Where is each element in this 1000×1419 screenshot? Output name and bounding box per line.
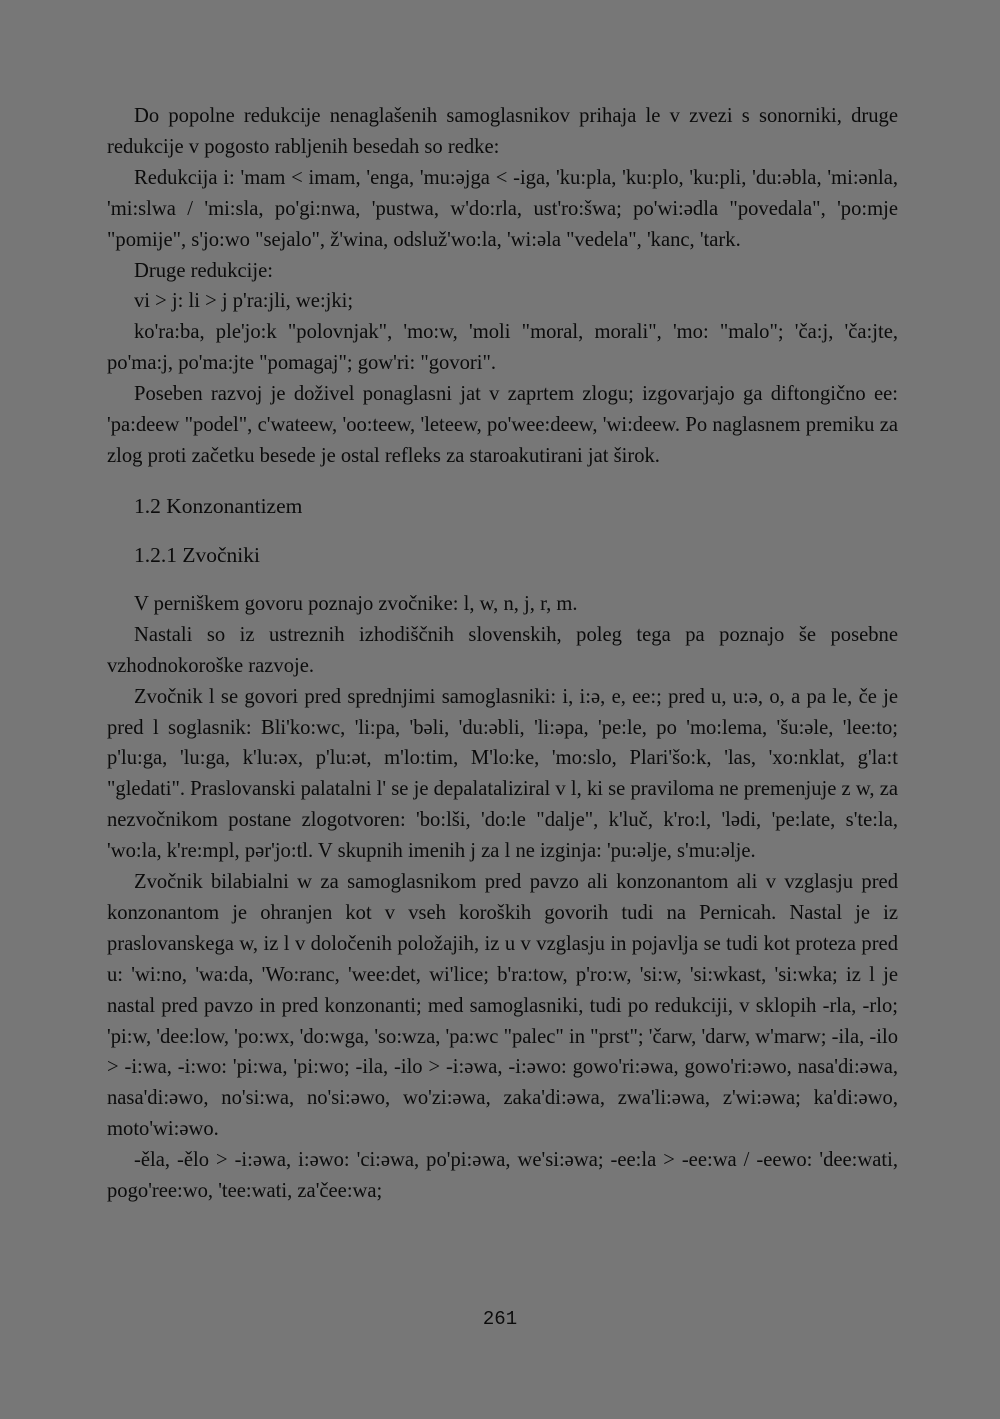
- paragraph-sonorant-l: Zvočnik l se govori pred sprednjimi samoglasniki: i, i:ə, e, ee:; pred u, u:ə, o, a pa le, če je pred l soglasnik: Bli'ko:wc, 'li:pa, 'bəli, 'du:əbli, 'li:əpa, 'pe:le, po 'mo:lema, 'šu:əle, 'lee:to; p'lu:ga, 'lu:ga, k'lu:əx, p'lu:ət, m'lo:tim, M'lo:ke, 'mo:slo, Plari'šo:k, 'las, 'xo:nklat, g'la:t "gledati". Praslovanski palatalni l' se je depalataliziral v l, ki se praviloma ne premenjuje z w, za nezvočnikom postane zlogotvoren: 'bo:lši, 'do:le "dalje", k'luč, k'ro:l, 'lədi, 'pe:late, s'te:la, 'wo:la, k're:mpl, pər'jo:tl. V skupnih imenih j za l ne izginja: 'pu:əlje, s'mu:əlje.: [107, 685, 898, 863]
- paragraph-origin: Nastali so iz ustreznih izhodiščnih slovenskih, poleg tega pa poznajo še posebne vzhodnokoroške razvoje.: [107, 623, 898, 677]
- paragraph-sonorant-w: Zvočnik bilabialni w za samoglasnikom pred pavzo ali konzonantom ali v vzglasju pred konzonantom je ohranjen kot v vseh koroških govorih tudi na Pernicah. Nastal je iz praslovanskega w, iz l v določenih položajih, iz u v vzglasju in pojavlja se tudi kot proteza pred u: 'wi:no, 'wa:da, 'Wo:ranc, 'wee:det, wi'lice; b'ra:tow, p'ro:w, 'si:w, 'si:wkast, 'si:wka; iz l je nastal pred pavzo in pred konzonanti; med samoglasniki, tudi po redukciji, v sklopih -rla, -rlo; 'pi:w, 'dee:low, 'po:wx, 'do:wga, 'so:wza, 'pa:wc "palec" in "prst"; 'čarw, 'darw, w'marw; -ila, -ilo > -i:wa, -i:wo: 'pi:wa, 'pi:wo; -ila, -ilo > -i:əwa, -i:əwo: gowo'ri:əwa, gowo'ri:əwo, nasa'di:əwa, nasa'di:əwo, no'si:wa, no'si:əwo, wo'zi:əwa, zaka'di:əwa, zwa'li:əwa, z'wi:əwa; ka'di:əwo, moto'wi:əwo.: [107, 871, 898, 1141]
- paragraph-jat: Poseben razvoj je doživel ponaglasni jat v zaprtem zlogu; izgovarjajo ga diftongično ee: 'pa:deew "podel", c'wateew, 'oo:teew, 'leteew, po'wee:deew, 'wi:deew. Po naglasnem premiku za zlog proti začetku besede je ostal refleks za staroakutirani jat širok.: [107, 383, 898, 467]
- paragraph-vi-li: vi > j: li > j p'ra:jli, we:jki;: [134, 290, 354, 313]
- paragraph-intro: Do popolne redukcije nenaglašenih samoglasnikov prihaja le v zvezi s sonorniki, druge redukcije v pogosto rabljenih besedah so redke:: [107, 105, 898, 158]
- paragraph-sonorants-list: V perniškem govoru poznajo zvočnike: l, w, n, j, r, m.: [134, 592, 578, 615]
- section-heading-zvocniki: 1.2.1 Zvočniki: [134, 542, 260, 567]
- paragraph-ela-elo: -ěla, -ělo > -i:əwa, i:əwo: 'ci:əwa, po'pi:əwa, we'si:əwa; -ee:la > -ee:wa / -eewo: 'dee:wati, pogo'ree:wo, 'tee:wati, za'čee:wa;: [107, 1149, 898, 1203]
- paragraph-examples: ko'ra:ba, ple'jo:k "polovnjak", 'mo:w, 'moli "moral, morali", 'mo: "malo"; 'ča:j, 'ča:jte, po'ma:j, po'ma:jte "pomagaj"; gow'ri: "govori".: [107, 321, 898, 375]
- section-heading-konzonantizem: 1.2 Konzonantizem: [134, 493, 303, 518]
- paragraph-other-reductions: Druge redukcije:: [134, 259, 273, 282]
- paragraph-reduction-i: Redukcija i: 'mam < imam, 'enga, 'mu:əjga < -iga, 'ku:pla, 'ku:plo, 'ku:pli, 'du:əbla, 'mi:ənla, 'mi:slwa / 'mi:sla, po'gi:nwa, 'pustwa, w'do:rla, ust'ro:šwa; po'wi:ədla "povedala", 'po:mje "pomije", s'jo:wo "sejalo", ž'wina, odsluž'wo:la, 'wi:əla "vedela", 'kanc, 'tark.: [107, 166, 898, 251]
- page-number: 261: [482, 1308, 518, 1330]
